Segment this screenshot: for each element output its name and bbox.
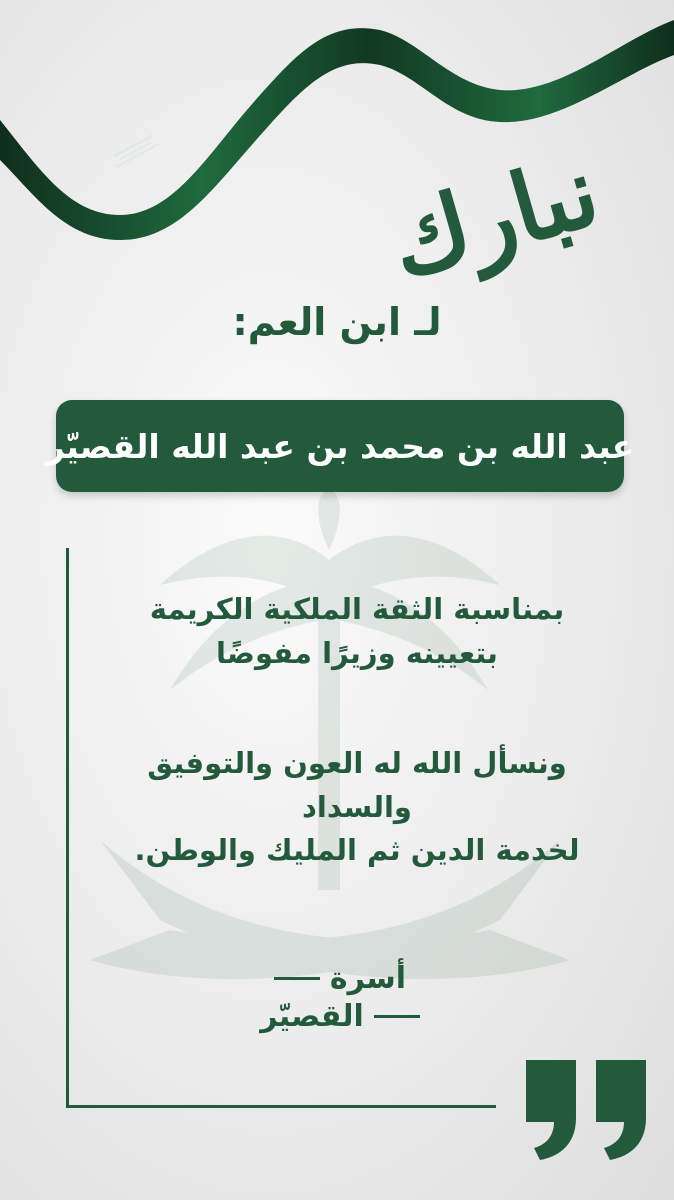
occasion-paragraph (100, 588, 614, 675)
wish-paragraph (100, 742, 614, 873)
congratulations-title (354, 118, 634, 318)
family-signature (220, 960, 460, 1040)
occasion-line-2: بتعيينه وزيرًا مفوضًا (216, 635, 498, 670)
title-text: نبارك (377, 134, 611, 301)
wish-line-2: لخدمة الدين ثم المليك والوطن. (134, 833, 580, 867)
signature-dash (374, 1015, 420, 1018)
recipient-name: عبد الله بن محمد بن عبد الله القصيّر (45, 426, 635, 466)
signature-dash (274, 977, 320, 980)
frame-vertical-line (66, 548, 69, 1108)
signature-line-1 (220, 960, 460, 998)
frame-horizontal-line (66, 1105, 496, 1108)
occasion-line-1: بمناسبة الثقة الملكية الكريمة (149, 592, 565, 626)
recipient-label: لـ ابن العم: (232, 300, 442, 344)
wish-line-1: ونسأل الله له العون والتوفيق والسداد (147, 746, 567, 824)
signature-word-2: القصيّر (260, 998, 364, 1034)
signature-line-2 (220, 998, 460, 1036)
quotation-mark-icon (520, 1060, 584, 1160)
signature-word-1: أسرة (329, 961, 407, 996)
recipient-name-box (45, 400, 635, 492)
quotation-mark-icon (590, 1060, 654, 1160)
